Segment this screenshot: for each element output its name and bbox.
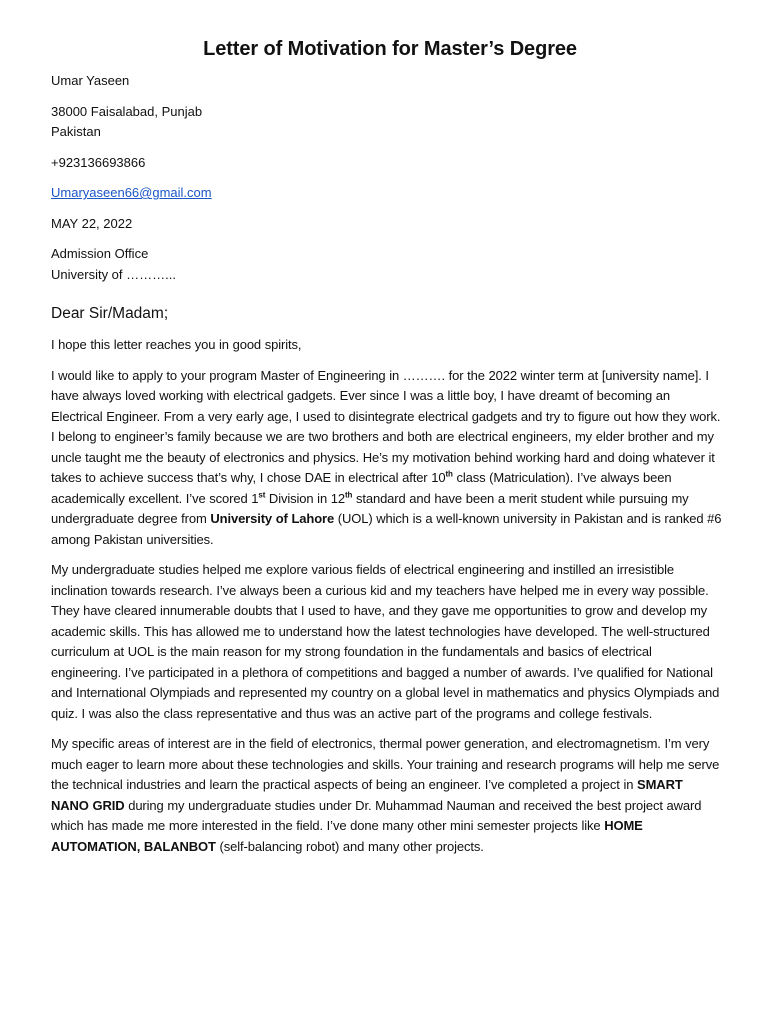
p3-text-c: (self-balancing robot) and many other projects. xyxy=(215,838,484,854)
letter-date: MAY 22, 2022 xyxy=(51,215,133,231)
sender-email-line xyxy=(51,183,723,204)
letter-page xyxy=(51,38,723,857)
sender-address xyxy=(51,102,723,143)
sender-phone: +923136693866 xyxy=(51,154,146,170)
p1-sup-1: th xyxy=(445,469,453,479)
paragraph-3 xyxy=(51,734,723,857)
p3-text-a: My specific areas of interest are in the field of electronics, thermal power generation, and electromagnetism. I’m very much eager to learn more about these technologies and skills. Your training and research programs will help me serve the technical industries and learn the practical aspects of being an engineer. I’ve completed a project in xyxy=(51,736,720,792)
email-link[interactable]: Umaryaseen66@gmail.com xyxy=(51,185,212,200)
paragraph-1 xyxy=(51,366,723,551)
paragraph-2: My undergraduate studies helped me explore various fields of electrical engineering and instilled an irresistible inclination towards research. I’ve always been a curious kid and my teachers have helped me in every way possible. They have cleared innumerable doubts that I used to have, and they gave me opportunities to grow and develop my academic skills. This has allowed me to understand how the latest technologies have developed. The well-structured curriculum at UOL is the main reason for my strong foundation in the fundamentals and basics of electrical engineering. I’ve participated in a plethora of competitions and bagged a number of awards. I’ve qualified for National and International Olympiads and represented my country on a global level in mathematics and physics Olympiads and quiz. I was also the class representative and thus was an active part of the programs and college festivals. xyxy=(51,562,720,721)
p1-text-c: Division in 12 xyxy=(265,490,345,506)
p1-sup-2: st xyxy=(258,490,266,500)
university-name-bold: University of Lahore xyxy=(210,511,335,526)
p1-sup-3: th xyxy=(344,490,353,500)
p1-text-a: I would like to apply to your program Master of Engineering in ………. for the 2022 winter term at [university name]. I have always loved working with electrical gadgets. Ever since I was a little boy, I have dreamt of becoming an Electrical Engineer. From a very early age, I used to disintegrate electrical gadgets and try to figure out how they work. I belong to engineer’s family because we are two brothers and both are electrical engineers, my elder brother and my uncle taught me the beauty of electronics and physics. He’s my motivation behind working hard and doing whatever it takes to achieve success that’s why, I chose DAE in electrical after 10 xyxy=(51,367,721,485)
project-name-bold: SMART NANO GRID xyxy=(51,777,683,813)
p1-text-d: standard and have been a merit student while pursuing my undergraduate degree from xyxy=(51,490,689,526)
recipient-address xyxy=(51,244,723,285)
page-title: Letter of Motivation for Master’s Degree xyxy=(203,38,577,60)
address-line-1: 38000 Faisalabad, Punjab xyxy=(51,103,203,119)
greeting-line: I hope this letter reaches you in good spirits, xyxy=(51,337,302,352)
recipient-line-1: Admission Office xyxy=(51,246,149,261)
address-line-2: Pakistan xyxy=(51,124,101,139)
recipient-line-2: University of ………... xyxy=(51,266,176,282)
p1-text-e: (UOL) which is a well-known university in Pakistan and is ranked #6 among Pakistan universities. xyxy=(51,511,722,547)
salutation: Dear Sir/Madam; xyxy=(51,305,169,322)
p3-text-b: during my undergraduate studies under Dr. Muhammad Nauman and received the best project award which has made me more interested in the field. I’ve done many other mini semester projects like xyxy=(51,797,702,833)
p1-text-b: class (Matriculation). I’ve always been academically excellent. I’ve scored 1 xyxy=(51,470,672,506)
projects-bold: HOME AUTOMATION, BALANBOT xyxy=(51,818,643,854)
sender-name: Umar Yaseen xyxy=(51,73,130,88)
